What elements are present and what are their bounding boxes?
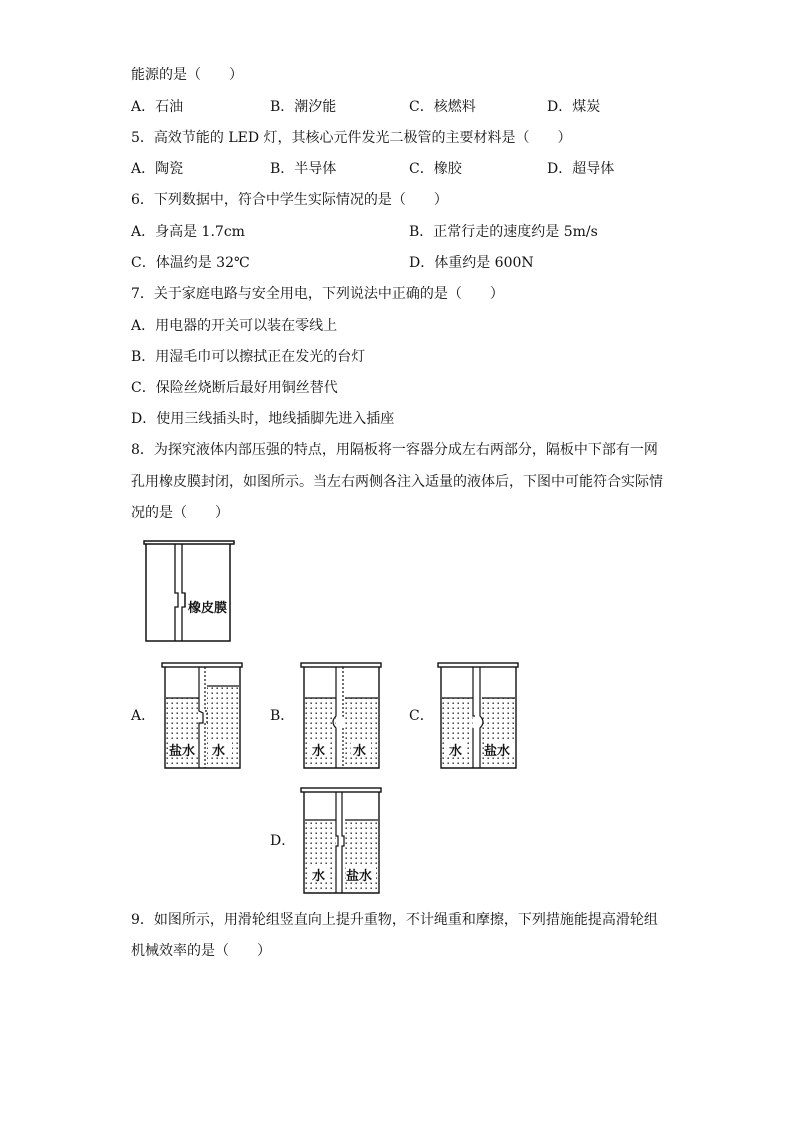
- q5-option-a: A．陶瓷: [131, 161, 184, 177]
- q8-stem-line-3: 况的是（ ）: [131, 505, 229, 521]
- q8-option-a-letter: A．: [131, 708, 156, 724]
- q6-option-a: A．身高是 1.7cm: [131, 224, 245, 240]
- q5-option-b: B．半导体: [270, 161, 337, 177]
- option-c-left-label: 水: [449, 744, 463, 759]
- q8-stem-line-1: 8．为探究液体内部压强的特点，用隔板将一容器分成左右两部分，隔板中下部有一网: [131, 442, 658, 458]
- q7-option-a: A．用电器的开关可以装在零线上: [131, 318, 338, 334]
- q5-option-d: D．超导体: [547, 161, 615, 177]
- q4-option-d: D．煤炭: [547, 99, 601, 115]
- option-a-right-label: 水: [212, 744, 226, 759]
- option-d-right-label: 盐水: [346, 869, 373, 884]
- q8-option-b-letter: B．: [270, 708, 295, 724]
- q8-option-d-letter: D．: [270, 833, 296, 849]
- q4-stem-tail: 能源的是（ ）: [131, 67, 243, 83]
- q6-option-c: C．体温约是 32℃: [131, 255, 250, 271]
- q7-stem: 7．关于家庭电路与安全用电，下列说法中正确的是（ ）: [131, 286, 504, 302]
- q5-stem: 5．高效节能的 LED 灯，其核心元件发光二极管的主要材料是（ ）: [131, 130, 572, 146]
- q4-option-c: C．核燃料: [409, 99, 476, 115]
- q4-option-a: A．石油: [131, 99, 184, 115]
- reference-container-figure: [140, 537, 240, 644]
- q9-stem-line-1: 9．如图所示，用滑轮组竖直向上提升重物，不计绳重和摩擦，下列措施能提高滑轮组: [131, 912, 658, 928]
- option-b-right-label: 水: [353, 744, 367, 759]
- q6-option-d: D．体重约是 600N: [409, 255, 534, 271]
- option-b-left-label: 水: [312, 744, 326, 759]
- q6-option-b: B．正常行走的速度约是 5m/s: [409, 224, 598, 240]
- membrane-label: 橡皮膜: [188, 601, 228, 616]
- q7-option-d: D．使用三线插头时，地线插脚先进入插座: [131, 411, 395, 427]
- q9-stem-line-2: 机械效率的是（ ）: [131, 943, 271, 959]
- q7-option-c: C．保险丝烧断后最好用铜丝替代: [131, 380, 338, 396]
- q8-option-c-letter: C．: [409, 708, 434, 724]
- option-c-right-label: 盐水: [484, 744, 511, 759]
- option-a-left-label: 盐水: [169, 744, 196, 759]
- q6-stem: 6．下列数据中，符合中学生实际情况的是（ ）: [131, 192, 448, 208]
- q7-option-b: B．用湿毛巾可以擦拭正在发光的台灯: [131, 349, 366, 365]
- q4-option-b: B．潮汐能: [270, 99, 337, 115]
- q5-option-c: C．橡胶: [409, 161, 462, 177]
- q8-stem-line-2: 孔用橡皮膜封闭，如图所示。当左右两侧各注入适量的液体后，下图中可能符合实际情: [131, 474, 663, 490]
- option-d-left-label: 水: [312, 869, 326, 884]
